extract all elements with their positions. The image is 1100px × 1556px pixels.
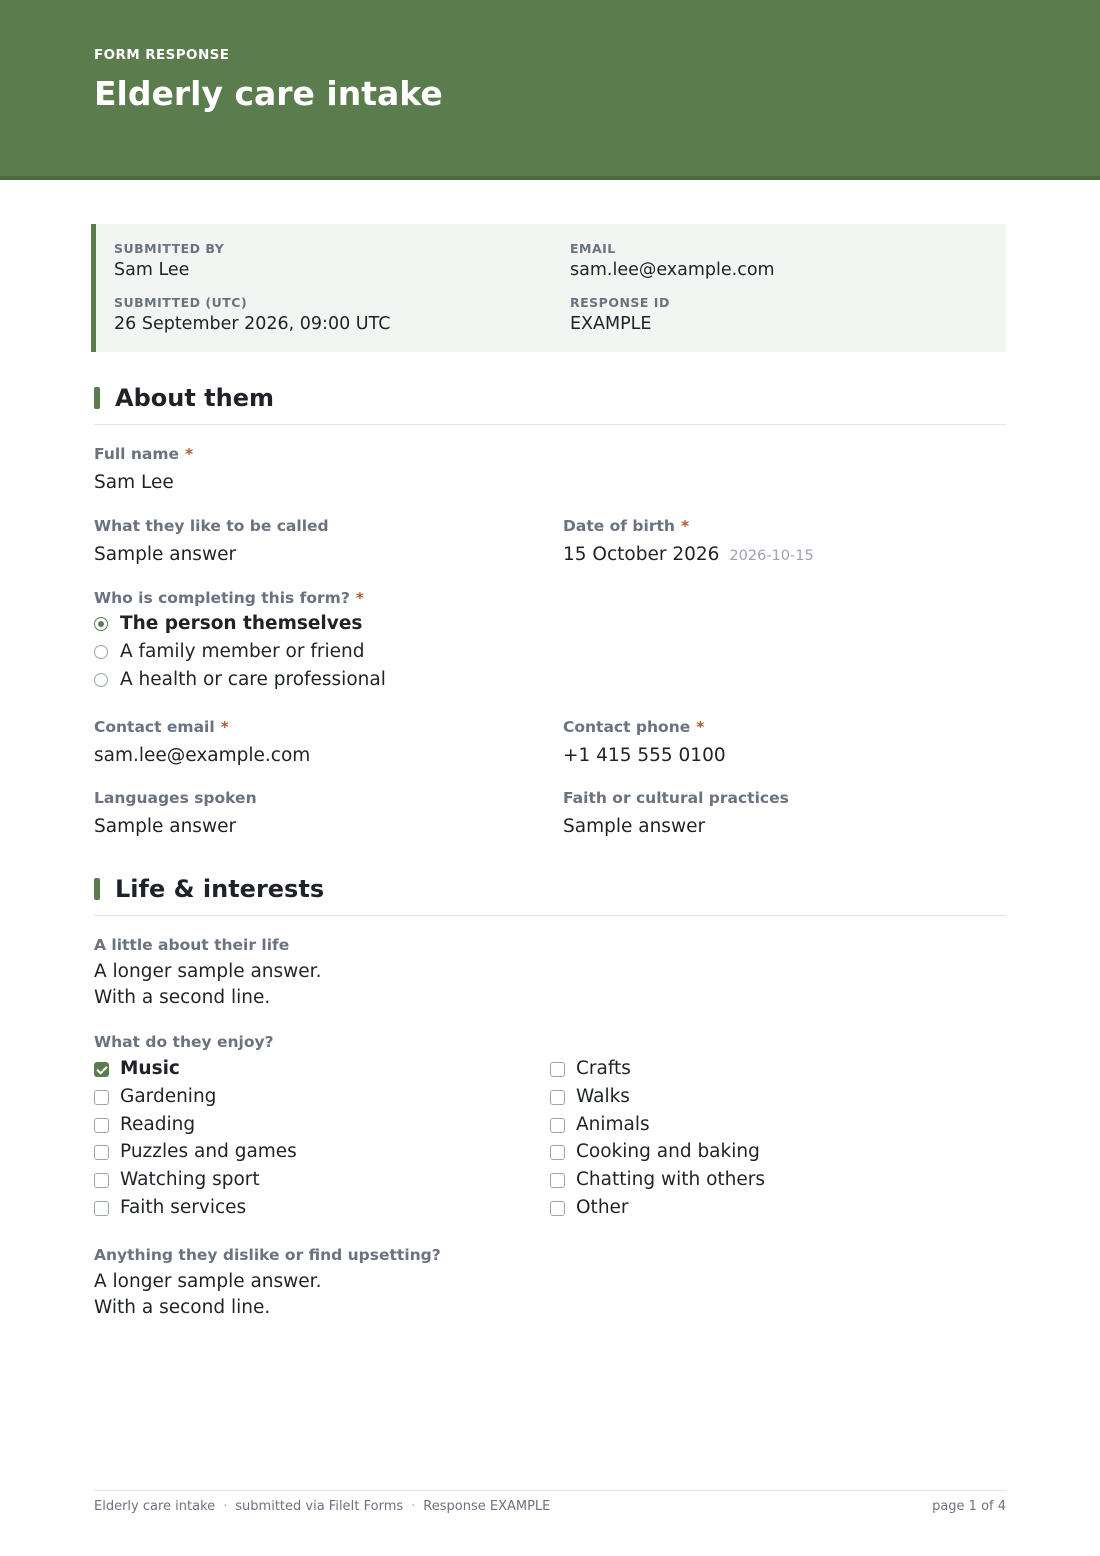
required-mark: * (185, 445, 194, 463)
checkbox-option[interactable] (94, 1140, 297, 1164)
radio-empty-icon (94, 673, 108, 687)
meta-value: sam.lee@example.com (570, 260, 775, 280)
checkbox-label: Animals (576, 1113, 650, 1135)
field-value (563, 542, 814, 569)
field-value: Sam Lee (94, 472, 174, 493)
field-value: A longer sample answer. With a second line. (94, 961, 322, 1008)
field-life-story (94, 935, 321, 1011)
checkbox-option[interactable] (94, 1196, 246, 1220)
meta-value: Sam Lee (114, 260, 190, 280)
checkbox-option[interactable] (550, 1168, 765, 1192)
field-value: Sample answer (563, 816, 706, 837)
field-label: Full name * (94, 445, 194, 463)
checkbox-empty-icon (550, 1062, 565, 1077)
section-life-interests (94, 875, 1006, 916)
field-label: Who is completing this form? * (94, 589, 364, 607)
meta-submitted-utc (114, 296, 390, 336)
field-label: Date of birth * (563, 517, 690, 535)
meta-email (570, 242, 775, 282)
field-label: Languages spoken (94, 789, 257, 807)
checkbox-label: Gardening (120, 1085, 217, 1107)
checkbox-label: Puzzles and games (120, 1141, 297, 1163)
field-enjoy (94, 1032, 274, 1052)
field-label: What they like to be called (94, 517, 329, 535)
checkbox-checked-icon (94, 1062, 109, 1077)
checkbox-label: Crafts (576, 1058, 631, 1079)
checkbox-label: Chatting with others (576, 1169, 766, 1191)
checkbox-empty-icon (550, 1145, 565, 1160)
field-label: Anything they dislike or find upsetting? (94, 1246, 441, 1264)
checkbox-label: Watching sport (120, 1169, 260, 1191)
checkbox-empty-icon (94, 1090, 109, 1105)
field-date-of-birth (563, 516, 814, 569)
footer-info (94, 1499, 550, 1514)
checkbox-empty-icon (94, 1201, 109, 1216)
footer-form-name: Elderly care intake (94, 1499, 216, 1514)
field-languages (94, 788, 257, 840)
field-label: A little about their life (94, 936, 290, 954)
footer-separator: · (411, 1499, 416, 1514)
radio-option-family-friend[interactable]: A family member or friend (94, 640, 364, 664)
checkbox-option[interactable] (550, 1057, 631, 1081)
radio-option-care-professional[interactable]: A health or care professional (94, 668, 386, 692)
checkbox-option[interactable] (550, 1196, 629, 1220)
field-contact-email (94, 717, 310, 769)
meta-submitted-by (114, 242, 224, 282)
form-title: Elderly care intake (94, 74, 443, 113)
meta-label: SUBMITTED (UTC) (114, 295, 248, 310)
footer-via: submitted via FileIt Forms (235, 1499, 404, 1514)
submission-meta (91, 224, 1006, 352)
checkbox-option[interactable] (94, 1057, 180, 1081)
meta-value: EXAMPLE (570, 314, 652, 334)
checkbox-empty-icon (550, 1173, 565, 1188)
radio-selected-icon (94, 617, 108, 631)
required-mark: * (680, 517, 690, 535)
field-label: What do they enjoy? (94, 1033, 274, 1051)
checkbox-empty-icon (94, 1173, 109, 1188)
checkbox-option[interactable] (550, 1085, 630, 1109)
footer-page-number: page 1 of 4 (932, 1499, 1006, 1514)
required-mark: * (696, 718, 705, 736)
meta-label: RESPONSE ID (570, 295, 670, 310)
section-heading: About them (115, 384, 274, 412)
section-accent-bar (94, 878, 100, 900)
radio-empty-icon (94, 645, 108, 659)
field-full-name (94, 444, 193, 496)
field-contact-phone (563, 717, 726, 769)
field-value: +1 415 555 0100 (563, 745, 726, 766)
field-preferred-name (94, 516, 329, 568)
section-accent-bar (94, 387, 100, 409)
field-value: Sample answer (94, 544, 237, 565)
checkbox-empty-icon (550, 1201, 565, 1216)
footer-response: Response EXAMPLE (423, 1499, 551, 1514)
checkbox-empty-icon (94, 1118, 109, 1133)
checkbox-empty-icon (94, 1145, 109, 1160)
dob-iso: 2026-10-15 (729, 548, 814, 564)
required-mark: * (355, 589, 364, 607)
field-dislike (94, 1245, 441, 1321)
checkbox-label: Reading (120, 1113, 196, 1135)
checkbox-empty-icon (550, 1118, 565, 1133)
meta-label: EMAIL (570, 241, 616, 256)
field-faith (563, 788, 789, 840)
section-heading: Life & interests (115, 875, 325, 903)
field-value: Sample answer (94, 816, 237, 837)
checkbox-label: Faith services (120, 1197, 247, 1218)
section-about-them (94, 384, 1006, 425)
meta-value: 26 September 2026, 09:00 UTC (114, 314, 391, 334)
page-footer (94, 1490, 1006, 1521)
checkbox-label: Walks (576, 1085, 630, 1107)
radio-option-person-themselves[interactable]: The person themselves (94, 612, 362, 636)
field-completing-form (94, 588, 364, 608)
checkbox-label: Music (120, 1058, 180, 1079)
form-header (0, 0, 1100, 180)
field-value: A longer sample answer. With a second line. (94, 1271, 322, 1318)
form-kicker: FORM RESPONSE (94, 47, 230, 63)
checkbox-label: Cooking and baking (576, 1141, 760, 1163)
checkbox-option[interactable] (550, 1140, 760, 1164)
checkbox-option[interactable] (94, 1085, 216, 1109)
checkbox-empty-icon (550, 1090, 565, 1105)
checkbox-option[interactable] (550, 1113, 650, 1137)
meta-label: SUBMITTED BY (114, 241, 225, 256)
field-label: Faith or cultural practices (563, 789, 789, 807)
field-label: Contact email * (94, 718, 229, 736)
field-label: Contact phone * (563, 718, 705, 736)
footer-separator: · (223, 1499, 228, 1514)
checkbox-option[interactable] (94, 1168, 260, 1192)
meta-response-id (570, 296, 670, 336)
checkbox-label: Other (576, 1197, 629, 1218)
checkbox-option[interactable] (94, 1113, 195, 1137)
field-value: sam.lee@example.com (94, 745, 311, 766)
required-mark: * (220, 718, 229, 736)
dob-display: 15 October 2026 (563, 544, 720, 565)
